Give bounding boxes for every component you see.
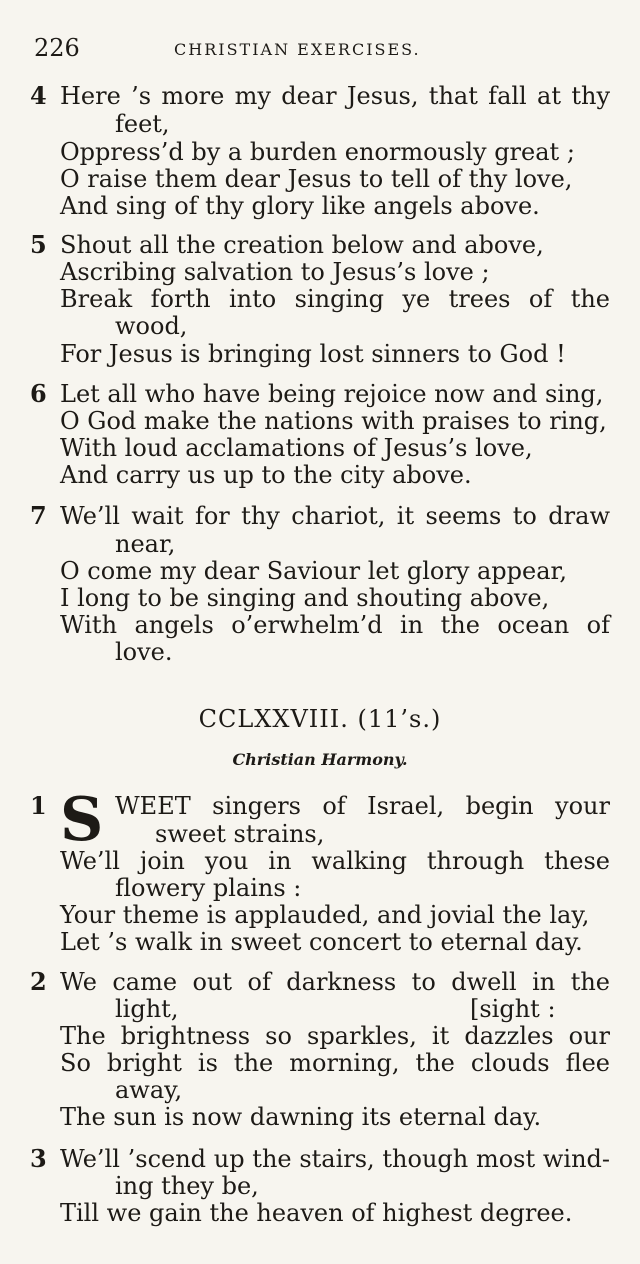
verse-line: wood, <box>115 312 188 340</box>
bracket-overflow: [sight : <box>470 995 556 1023</box>
verse-number: 3 <box>30 1144 47 1173</box>
verse-line: O come my dear Saviour let glory appear, <box>60 557 568 585</box>
verse-line: The brightness so sparkles, it dazzles our <box>60 1022 610 1050</box>
verse-line: And carry us up to the city above. <box>60 461 472 489</box>
verse-line: flowery plains : <box>115 874 302 902</box>
verse-line: We’ll wait for thy chariot, it seems to draw <box>60 502 610 530</box>
verse-number: 5 <box>30 230 47 259</box>
verse-line: Shout all the creation below and above, <box>60 231 544 259</box>
verse-line: away, <box>115 1076 183 1104</box>
verse-line: sweet strains, <box>155 820 325 848</box>
verse-line: Your theme is applauded, and jovial the lay, <box>60 901 590 929</box>
verse-line: O raise them dear Jesus to tell of thy love, <box>60 165 573 193</box>
verse-number: 4 <box>30 81 47 110</box>
tune-name: Christian Harmony. <box>232 750 408 769</box>
verse-line: light, <box>115 995 179 1023</box>
verse-line: Oppress’d by a burden enormously great ; <box>60 138 575 166</box>
verse-line: And sing of thy glory like angels above. <box>60 192 540 220</box>
verse-line: near, <box>115 530 176 558</box>
verse-line: We’ll ’scend up the stairs, though most wind- <box>60 1145 610 1173</box>
verse-line: O God make the nations with praises to ring, <box>60 407 607 435</box>
verse-line: Let ’s walk in sweet concert to eternal day. <box>60 928 583 956</box>
hymn-title: CCLXXVIII. (11’s.) <box>198 705 442 733</box>
verse-line: With loud acclamations of Jesus’s love, <box>60 434 533 462</box>
drop-cap: S <box>60 785 104 855</box>
verse-line: The sun is now dawning its eternal day. <box>60 1103 542 1131</box>
verse-line: Break forth into singing ye trees of the <box>60 285 610 313</box>
verse-line: Ascribing salvation to Jesus’s love ; <box>60 258 490 286</box>
verse-number: 7 <box>30 501 47 530</box>
verse-line: WEET singers of Israel, begin your <box>115 792 610 820</box>
verse-line: We’ll join you in walking through these <box>60 847 610 875</box>
verse-number: 2 <box>30 967 47 996</box>
verse-line: Let all who have being rejoice now and sing, <box>60 380 604 408</box>
verse-line: Till we gain the heaven of highest degree. <box>60 1199 573 1227</box>
verse-line: We came out of darkness to dwell in the <box>60 968 610 996</box>
verse-number: 1 <box>30 791 47 820</box>
running-header <box>34 30 594 70</box>
running-title: CHRISTIAN EXERCISES. <box>174 40 421 59</box>
page-number: 226 <box>34 34 80 62</box>
verse-line: ing they be, <box>115 1172 259 1200</box>
verse-line: love. <box>115 638 173 666</box>
verse-line: So bright is the morning, the clouds flee <box>60 1049 610 1077</box>
verse-line: I long to be singing and shouting above, <box>60 584 550 612</box>
verse-line: Here ’s more my dear Jesus, that fall at thy <box>60 82 610 110</box>
verse-line: With angels o’erwhelm’d in the ocean of <box>60 611 610 639</box>
verse-line: feet, <box>115 110 170 138</box>
verse-line: For Jesus is bringing lost sinners to God ! <box>60 340 566 368</box>
verse-number: 6 <box>30 379 47 408</box>
